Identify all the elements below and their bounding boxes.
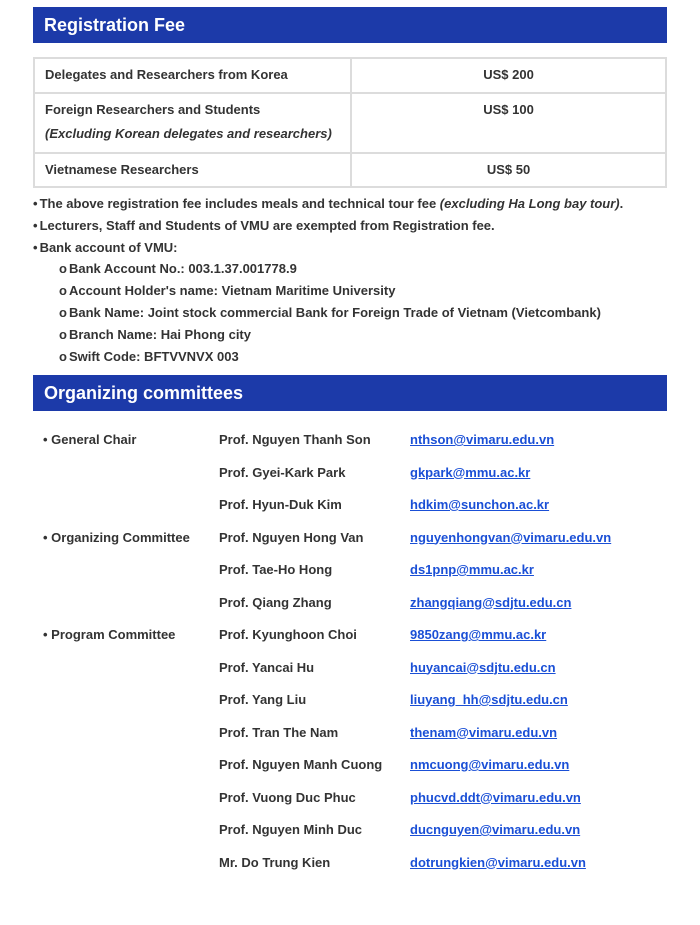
fee-amount: US$ 100: [351, 93, 666, 153]
sub-bullet-icon: o: [59, 348, 67, 364]
member-name: Prof. Kyunghoon Choi: [219, 627, 357, 642]
member-email-link[interactable]: 9850zang@mmu.ac.kr: [410, 627, 547, 642]
fee-category-label: Foreign Researchers and Students: [45, 102, 261, 117]
bank-branch: [33, 326, 673, 348]
fee-category-label: Delegates and Researchers from Korea: [45, 67, 288, 82]
member-name: Prof. Nguyen Hong Van: [219, 529, 364, 545]
bank-account-number: [33, 260, 673, 282]
note-includes: [33, 195, 673, 217]
fee-amount: US$ 200: [351, 58, 666, 93]
committee-role: • General Chair: [43, 432, 137, 447]
note-bank-header: [33, 239, 673, 261]
member-name: Prof. Qiang Zhang: [219, 594, 332, 610]
note-includes-text: The above registration fee includes meals and technical tour fee: [39, 196, 440, 211]
member-email-link[interactable]: gkpark@mmu.ac.kr: [410, 464, 531, 480]
committee-list: [43, 432, 683, 887]
member-name: Prof. Hyun-Duk Kim: [219, 497, 342, 512]
member-email-link[interactable]: phucvd.ddt@vimaru.edu.vn: [410, 789, 581, 805]
bank-name: [33, 304, 673, 326]
note-includes-suffix: .: [619, 196, 624, 211]
committee-role: • Program Committee: [43, 627, 176, 642]
member-email-link[interactable]: thenam@vimaru.edu.vn: [410, 724, 558, 740]
fee-category: [34, 58, 351, 93]
bank-item-text: Bank Name: Joint stock commercial Bank for Foreign Trade of Vietnam (Vietcombank): [68, 304, 601, 320]
fee-row: [34, 153, 666, 187]
committee-row: [43, 562, 683, 595]
committee-row: [43, 757, 683, 790]
bank-item-text: Bank Account No.: 003.1.37.001778.9: [68, 261, 297, 277]
bank-swift: [33, 348, 673, 370]
committee-row: [43, 692, 683, 725]
fee-row: [34, 58, 666, 93]
bullet-icon: •: [33, 196, 38, 211]
note-bank-header-text: Bank account of VMU:: [39, 239, 178, 255]
bank-item-text: Account Holder's name: Vietnam Maritime University: [68, 283, 396, 299]
note-exempt-text: Lecturers, Staff and Students of VMU are exempted from Registration fee.: [39, 217, 495, 233]
committee-row: [43, 790, 683, 823]
member-email-link[interactable]: hdkim@sunchon.ac.kr: [410, 497, 550, 512]
member-email-link[interactable]: ds1pnp@mmu.ac.kr: [410, 562, 534, 577]
note-includes-italic: (excluding Ha Long bay tour): [439, 196, 620, 211]
committee-row: [43, 530, 683, 563]
bullet-icon: •: [33, 239, 38, 255]
bank-item-text: Swift Code: BFTVVNVX 003: [68, 348, 239, 364]
member-email-link[interactable]: nmcuong@vimaru.edu.vn: [410, 757, 570, 772]
sub-bullet-icon: o: [59, 261, 67, 277]
member-name: Mr. Do Trung Kien: [219, 854, 331, 870]
committee-role: • Organizing Committee: [43, 529, 190, 545]
sub-bullet-icon: o: [59, 326, 67, 342]
member-name: Prof. Nguyen Manh Cuong: [219, 757, 383, 772]
committee-row: [43, 660, 683, 693]
registration-fee-heading: Registration Fee: [33, 7, 667, 43]
member-email-link[interactable]: huyancai@sdjtu.edu.cn: [410, 659, 556, 675]
fee-category-note: (Excluding Korean delegates and researchers): [45, 126, 332, 141]
member-name: Prof. Vuong Duc Phuc: [219, 789, 356, 805]
member-email-link[interactable]: liuyang_hh@sdjtu.edu.cn: [410, 692, 568, 707]
member-email-link[interactable]: dotrungkien@vimaru.edu.vn: [410, 854, 586, 870]
member-name: Prof. Tae-Ho Hong: [219, 562, 333, 577]
member-email-link[interactable]: ducnguyen@vimaru.edu.vn: [410, 822, 581, 837]
committee-row: [43, 822, 683, 855]
bank-item-text: Branch Name: Hai Phong city: [68, 326, 251, 342]
bullet-icon: •: [33, 217, 38, 233]
sub-bullet-icon: o: [59, 304, 67, 320]
committee-row: [43, 432, 683, 465]
note-exempt: [33, 217, 673, 239]
committee-row: [43, 725, 683, 758]
committee-row: [43, 465, 683, 498]
member-name: Prof. Yancai Hu: [219, 659, 315, 675]
committee-row: [43, 497, 683, 530]
fee-amount: US$ 50: [351, 153, 666, 187]
fee-category: [34, 153, 351, 187]
member-email-link[interactable]: zhangqiang@sdjtu.edu.cn: [410, 594, 572, 610]
fee-notes: [33, 195, 673, 369]
registration-fee-table: [33, 57, 667, 188]
fee-category-label: Vietnamese Researchers: [45, 162, 199, 177]
fee-category: [34, 93, 351, 153]
member-name: Prof. Yang Liu: [219, 692, 307, 707]
member-email-link[interactable]: nthson@vimaru.edu.vn: [410, 432, 555, 447]
organizing-committees-heading: Organizing committees: [33, 375, 667, 411]
fee-row: [34, 93, 666, 153]
committee-row: [43, 855, 683, 888]
member-name: Prof. Nguyen Thanh Son: [219, 432, 371, 447]
committee-row: [43, 627, 683, 660]
member-name: Prof. Gyei-Kark Park: [219, 464, 346, 480]
member-email-link[interactable]: nguyenhongvan@vimaru.edu.vn: [410, 529, 612, 545]
member-name: Prof. Nguyen Minh Duc: [219, 822, 362, 837]
sub-bullet-icon: o: [59, 283, 67, 299]
member-name: Prof. Tran The Nam: [219, 724, 339, 740]
committee-row: [43, 595, 683, 628]
bank-account-holder: [33, 282, 673, 304]
